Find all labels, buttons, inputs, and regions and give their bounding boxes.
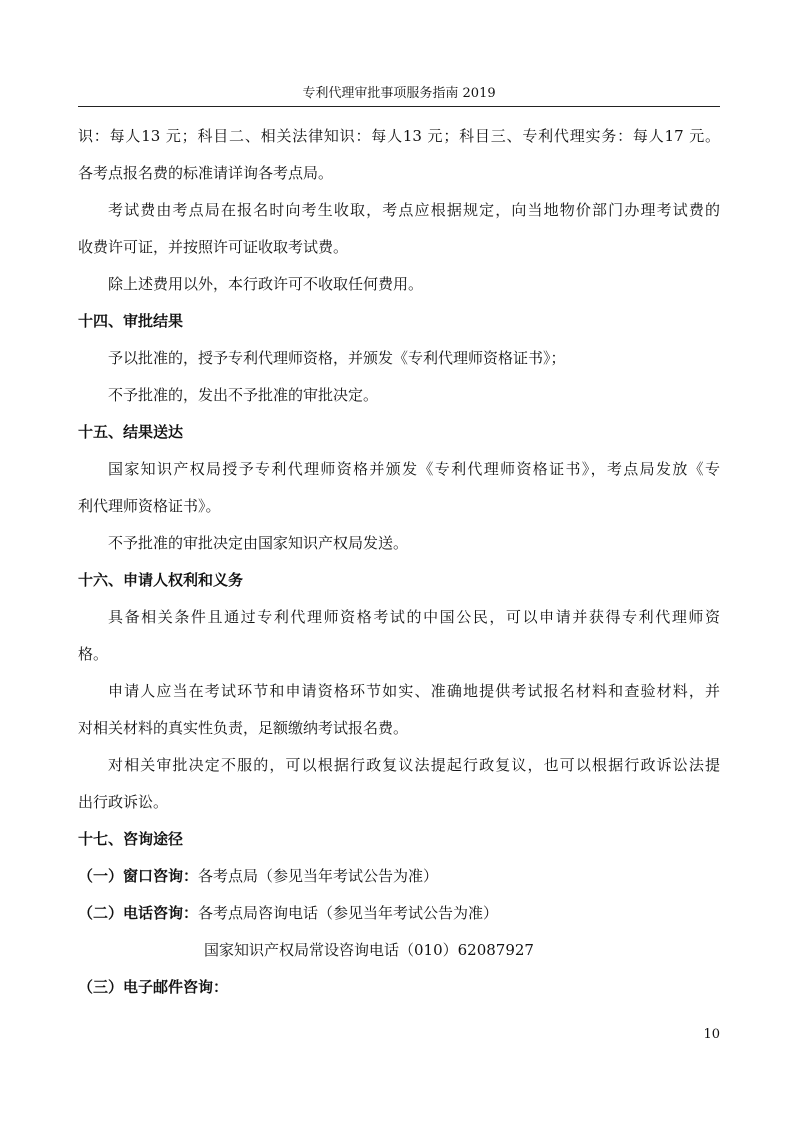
section-14-heading: 十四、审批结果 [78, 312, 184, 330]
page-header: 专利代理审批事项服务指南 2019 [302, 86, 496, 101]
email-consult-row [78, 969, 720, 1006]
phone-consult-text: 各考点局咨询电话（参见当年考试公告为准） [198, 904, 499, 922]
section-14-paragraph-2: 不予批准的，发出不予批准的审批决定。 [108, 386, 379, 404]
fees-paragraph-2-line-2: 收费许可证，并按照许可证收取考试费。 [78, 238, 349, 256]
cnipa-phone-number: 国家知识产权局常设咨询电话（010）62087927 [204, 941, 534, 959]
window-consult-label: （一）窗口咨询： [78, 867, 199, 885]
section-16-paragraph-3-line-2: 出行政诉讼。 [78, 793, 169, 811]
section-15-paragraph-1-line-2: 利代理师资格证书》。 [78, 497, 221, 515]
window-consult-row [78, 858, 720, 895]
phone-consult-label: （二）电话咨询： [78, 904, 199, 922]
section-16-heading: 十六、申请人权利和义务 [78, 571, 244, 589]
section-15-paragraph-1-line-1: 国家知识产权局授予专利代理师资格并颁发《专利代理师资格证书》，考点局发放《专 [108, 460, 720, 478]
section-16-paragraph-2-line-1: 申请人应当在考试环节和申请资格环节如实、准确地提供考试报名材料和查验材料，并 [108, 682, 720, 700]
header-divider [78, 106, 720, 107]
section-15-paragraph-2: 不予批准的审批决定由国家知识产权局发送。 [108, 534, 409, 552]
section-15-heading: 十五、结果送达 [78, 423, 184, 441]
section-16-paragraph-3-line-1: 对相关审批决定不服的，可以根据行政复议法提起行政复议，也可以根据行政诉讼法提 [108, 756, 720, 774]
fees-paragraph-1-line-2: 各考点报名费的标准请详询各考点局。 [78, 164, 334, 182]
section-16-paragraph-2-line-2: 对相关材料的真实性负责，足额缴纳考试报名费。 [78, 719, 409, 737]
page-number: 10 [703, 1027, 720, 1042]
section-16-paragraph-1-line-2: 格。 [78, 645, 109, 663]
section-14-paragraph-1: 予以批准的，授予专利代理师资格，并颁发《专利代理师资格证书》； [108, 349, 566, 367]
phone-consult-row [78, 895, 720, 932]
section-16-paragraph-1-line-1: 具备相关条件且通过专利代理师资格考试的中国公民，可以申请并获得专利代理师资 [108, 608, 720, 626]
window-consult-text: 各考点局（参见当年考试公告为准） [198, 867, 439, 885]
fees-paragraph-2-line-1: 考试费由考点局在报名时向考生收取，考点应根据规定，向当地物价部门办理考试费的 [108, 201, 720, 219]
section-17-heading: 十七、咨询途径 [78, 830, 184, 848]
email-consult-label: （三）电子邮件咨询： [78, 978, 229, 996]
fees-paragraph-1-line-1: 识：每人13 元；科目二、相关法律知识：每人13 元；科目三、专利代理实务：每人17 元。 [78, 127, 720, 145]
fees-paragraph-3: 除上述费用以外，本行政许可不收取任何费用。 [108, 275, 424, 293]
page-body [78, 118, 720, 1006]
